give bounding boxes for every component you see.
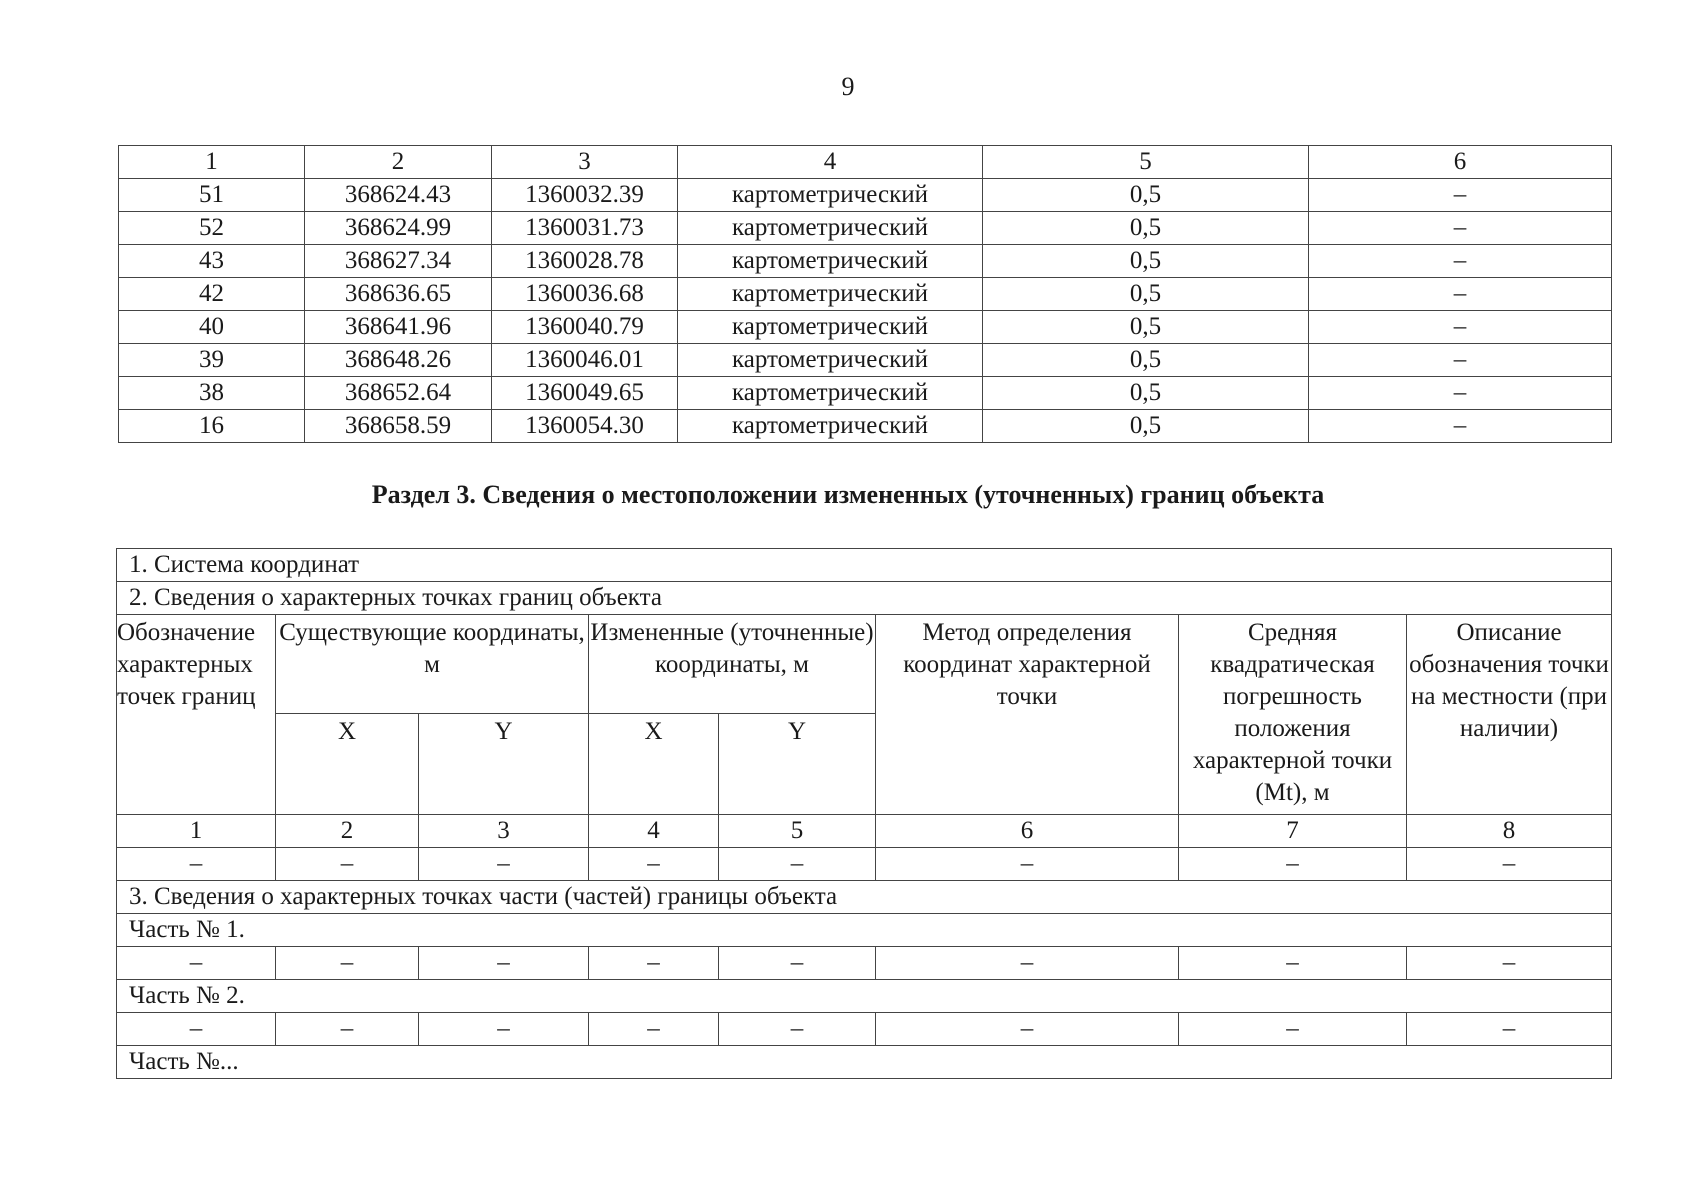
header-changed-y: Y xyxy=(719,714,876,815)
table-cell: 0,5 xyxy=(983,410,1309,443)
header-designation: Обозначение характерных точек границ xyxy=(117,615,276,815)
table-cell: 42 xyxy=(119,278,305,311)
table-cell: 1360040.79 xyxy=(492,311,678,344)
part1-row xyxy=(117,947,1612,980)
table-cell: 4 xyxy=(678,146,983,179)
table-cell: 7 xyxy=(1179,815,1407,848)
table-cell: 368636.65 xyxy=(305,278,492,311)
table-cell: – xyxy=(1309,410,1612,443)
table-row xyxy=(119,311,1612,344)
table-row xyxy=(119,377,1612,410)
parts-title: 3. Сведения о характерных точках части (частей) границы объекта xyxy=(117,881,1612,914)
table-cell: 43 xyxy=(119,245,305,278)
table-cell: 0,5 xyxy=(983,179,1309,212)
parts-title-row xyxy=(117,881,1612,914)
table-cell: – xyxy=(1309,245,1612,278)
table-cell: 0,5 xyxy=(983,377,1309,410)
header-description: Описание обозначения точки на местности (при наличии) xyxy=(1407,615,1612,815)
table-cell: 368652.64 xyxy=(305,377,492,410)
table-row xyxy=(119,410,1612,443)
table-cell: 0,5 xyxy=(983,245,1309,278)
table-cell: – xyxy=(419,947,589,980)
header-method: Метод определения координат характерной точки xyxy=(876,615,1179,815)
table-header-row xyxy=(119,146,1612,179)
boundary-points-title: 2. Сведения о характерных точках границ объекта xyxy=(117,582,1612,615)
table-cell: – xyxy=(1407,848,1612,881)
table-cell: – xyxy=(589,947,719,980)
table-cell: – xyxy=(1407,1013,1612,1046)
table-cell: 0,5 xyxy=(983,344,1309,377)
table-cell: 1360054.30 xyxy=(492,410,678,443)
table-row xyxy=(119,212,1612,245)
part2-label: Часть № 2. xyxy=(117,980,1612,1013)
table-cell: – xyxy=(117,1013,276,1046)
table-cell: 51 xyxy=(119,179,305,212)
table-cell: картометрический xyxy=(678,278,983,311)
continuation-table xyxy=(118,145,1612,443)
table-cell: 368624.43 xyxy=(305,179,492,212)
table-cell: 1360049.65 xyxy=(492,377,678,410)
table-cell: 1360032.39 xyxy=(492,179,678,212)
table-cell: 16 xyxy=(119,410,305,443)
coord-system-row xyxy=(117,549,1612,582)
page-number: 9 xyxy=(841,72,855,101)
table-cell: 368648.26 xyxy=(305,344,492,377)
table-cell: 6 xyxy=(1309,146,1612,179)
table-cell: – xyxy=(1309,311,1612,344)
part-n-label-row xyxy=(117,1046,1612,1079)
table-cell: – xyxy=(719,1013,876,1046)
table-cell: – xyxy=(419,1013,589,1046)
table-cell: – xyxy=(117,848,276,881)
table-cell: – xyxy=(1179,947,1407,980)
table-cell: 0,5 xyxy=(983,212,1309,245)
table-cell: – xyxy=(1309,377,1612,410)
part1-label: Часть № 1. xyxy=(117,914,1612,947)
part-n-label: Часть №... xyxy=(117,1046,1612,1079)
table-cell: – xyxy=(589,848,719,881)
table-row xyxy=(119,245,1612,278)
table-cell: 368658.59 xyxy=(305,410,492,443)
table-cell: – xyxy=(117,947,276,980)
table-cell: 1360046.01 xyxy=(492,344,678,377)
table-cell: картометрический xyxy=(678,245,983,278)
table-cell: картометрический xyxy=(678,212,983,245)
part2-label-row xyxy=(117,980,1612,1013)
part2-row xyxy=(117,1013,1612,1046)
table-cell: 2 xyxy=(305,146,492,179)
boundary-points-title-row xyxy=(117,582,1612,615)
table-cell: – xyxy=(719,848,876,881)
table-cell: – xyxy=(1179,848,1407,881)
table-cell: – xyxy=(1179,1013,1407,1046)
table-row xyxy=(119,344,1612,377)
table-cell: 5 xyxy=(719,815,876,848)
header-row-1 xyxy=(117,615,1612,714)
table-cell: – xyxy=(1309,344,1612,377)
header-changed-coords: Измененные (уточненные) координаты, м xyxy=(589,615,876,714)
table-cell: 39 xyxy=(119,344,305,377)
header-changed-x: X xyxy=(589,714,719,815)
header-mean-error: Средняя квадратическая погрешность положения характерной точки (Mt), м xyxy=(1179,615,1407,815)
table-cell: картометрический xyxy=(678,311,983,344)
table-cell: 5 xyxy=(983,146,1309,179)
section-title: Раздел 3. Сведения о местоположении измененных (уточненных) границ объекта xyxy=(371,480,1325,509)
table-cell: 0,5 xyxy=(983,278,1309,311)
table-cell: 368627.34 xyxy=(305,245,492,278)
table-cell: 38 xyxy=(119,377,305,410)
table-cell: 2 xyxy=(276,815,419,848)
table-cell: 1360036.68 xyxy=(492,278,678,311)
table-cell: 0,5 xyxy=(983,311,1309,344)
table-cell: картометрический xyxy=(678,377,983,410)
boundary-points-row xyxy=(117,848,1612,881)
table-cell: 1 xyxy=(119,146,305,179)
column-numbers-row xyxy=(117,815,1612,848)
table-cell: – xyxy=(276,848,419,881)
table-cell: 6 xyxy=(876,815,1179,848)
table-row xyxy=(119,179,1612,212)
table-cell: 1360031.73 xyxy=(492,212,678,245)
table-cell: – xyxy=(876,1013,1179,1046)
table-cell: – xyxy=(719,947,876,980)
table-cell: – xyxy=(1309,212,1612,245)
table-cell: – xyxy=(1309,179,1612,212)
table-cell: 8 xyxy=(1407,815,1612,848)
table-cell: 3 xyxy=(492,146,678,179)
table-cell: 1360028.78 xyxy=(492,245,678,278)
table-cell: 3 xyxy=(419,815,589,848)
table-cell: – xyxy=(1309,278,1612,311)
header-existing-x: X xyxy=(276,714,419,815)
table-cell: 1 xyxy=(117,815,276,848)
section3-table xyxy=(116,548,1612,1079)
table-cell: 4 xyxy=(589,815,719,848)
table-cell: 368624.99 xyxy=(305,212,492,245)
part1-label-row xyxy=(117,914,1612,947)
table-cell: – xyxy=(1407,947,1612,980)
header-existing-coords: Существующие координаты, м xyxy=(276,615,589,714)
table-cell: – xyxy=(876,848,1179,881)
table-row xyxy=(119,278,1612,311)
table-cell: – xyxy=(876,947,1179,980)
table-cell: – xyxy=(589,1013,719,1046)
table-cell: – xyxy=(276,1013,419,1046)
table-cell: 368641.96 xyxy=(305,311,492,344)
table-cell: картометрический xyxy=(678,344,983,377)
table-cell: картометрический xyxy=(678,410,983,443)
table-cell: – xyxy=(419,848,589,881)
table-cell: картометрический xyxy=(678,179,983,212)
table-cell: 40 xyxy=(119,311,305,344)
table-cell: 52 xyxy=(119,212,305,245)
table-cell: – xyxy=(276,947,419,980)
header-existing-y: Y xyxy=(419,714,589,815)
coord-system-label: 1. Система координат xyxy=(117,549,1612,582)
